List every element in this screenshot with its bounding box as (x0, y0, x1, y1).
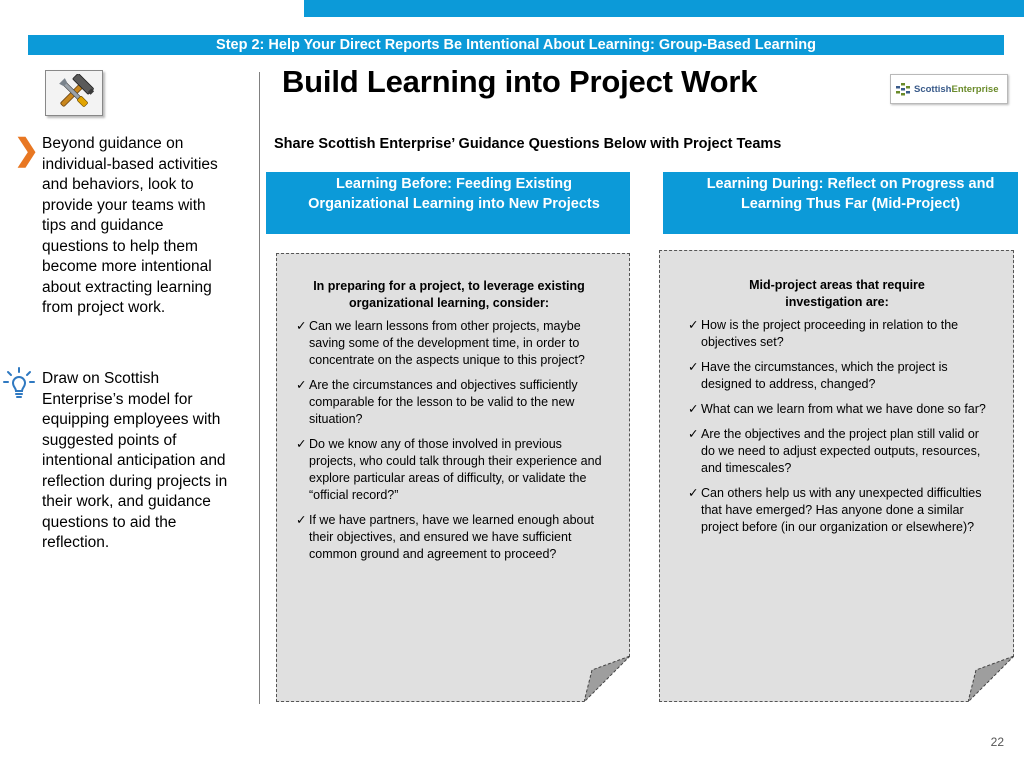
logo-mark-icon (895, 80, 911, 98)
list-item (688, 317, 986, 351)
list-item (688, 359, 986, 393)
list-item (688, 485, 986, 536)
checkmark-icon: ✓ (688, 360, 699, 374)
sidebar-paragraph-1: Beyond guidance on individual-based activities and behaviors, look to provide your teams with tips and guidance questions to help them become more intentional about extracting learning from project work. (42, 135, 218, 316)
list-item-text: Have the circumstances, which the project is designed to address, changed? (701, 360, 948, 391)
checkmark-icon: ✓ (688, 402, 699, 416)
column-header-before: Learning Before: Feeding Existing Organizational Learning into New Projects (266, 172, 630, 234)
vertical-divider (259, 72, 260, 704)
note-heading-during: Mid-project areas that require investigation are: (749, 278, 925, 309)
checkmark-icon: ✓ (688, 427, 699, 441)
step-banner: Step 2: Help Your Direct Reports Be Intentional About Learning: Group-Based Learning (28, 35, 1004, 55)
list-item-text: Can others help us with any unexpected difficulties that have emerged? Has anyone done a similar project before (in our organization or elsewhere)? (701, 486, 982, 534)
list-item-text: Are the objectives and the project plan still valid or do we need to adjust expected outputs, resources, and timescales? (701, 427, 981, 475)
page-curl-during-icon (968, 656, 1014, 702)
list-item (688, 426, 986, 477)
list-item (296, 512, 602, 563)
list-item-text: Do we know any of those involved in previous projects, who could talk through their experience and explore particular areas of difficulty, or validate the “official record?” (309, 437, 602, 502)
note-heading-before: In preparing for a project, to leverage existing organizational learning, consider: (313, 279, 585, 310)
page-number: 22 (990, 735, 1004, 749)
list-item (296, 436, 602, 504)
checkmark-icon: ✓ (296, 437, 307, 451)
list-item-text: What can we learn from what we have done so far? (701, 402, 986, 416)
scottish-enterprise-logo (890, 74, 1008, 104)
lightbulb-icon (3, 367, 35, 406)
top-accent-bar (304, 0, 1024, 17)
note-content-before (296, 278, 602, 571)
note-content-during (688, 277, 986, 544)
logo-text-scottish: Scottish (914, 83, 952, 95)
tools-icon (45, 70, 103, 116)
list-item (296, 377, 602, 428)
column-header-during: Learning During: Reflect on Progress and Learning Thus Far (Mid-Project) (663, 172, 1018, 234)
checkmark-icon: ✓ (688, 486, 699, 500)
subtitle: Share Scottish Enterprise’ Guidance Questions Below with Project Teams (274, 136, 782, 152)
checkmark-icon: ✓ (296, 378, 307, 392)
chevron-right-icon: ❯ (14, 134, 40, 167)
list-item (688, 401, 986, 418)
checklist-before (296, 318, 602, 563)
list-item (296, 318, 602, 369)
checklist-during (688, 317, 986, 536)
checkmark-icon: ✓ (296, 513, 307, 527)
page-curl-before-icon (584, 656, 630, 702)
list-item-text: How is the project proceeding in relation to the objectives set? (701, 318, 959, 349)
sidebar-paragraph-2: Draw on Scottish Enterprise’s model for equipping employees with suggested points of intentional anticipation and reflection during projects in their work, and guidance questions to aid the reflection. (42, 370, 228, 551)
checkmark-icon: ✓ (296, 319, 307, 333)
logo-text-enterprise: Enterprise (951, 83, 999, 95)
list-item-text: Can we learn lessons from other projects, maybe saving some of the development time, in order to concentrate on the aspects unique to this project? (309, 319, 585, 367)
list-item-text: If we have partners, have we learned enough about their objectives, and ensured we have sufficient common ground and agreement to proceed? (309, 513, 594, 561)
page-title: Build Learning into Project Work (282, 64, 758, 99)
list-item-text: Are the circumstances and objectives sufficiently comparable for the lesson to be valid to the new situation? (309, 378, 578, 426)
checkmark-icon: ✓ (688, 318, 699, 332)
